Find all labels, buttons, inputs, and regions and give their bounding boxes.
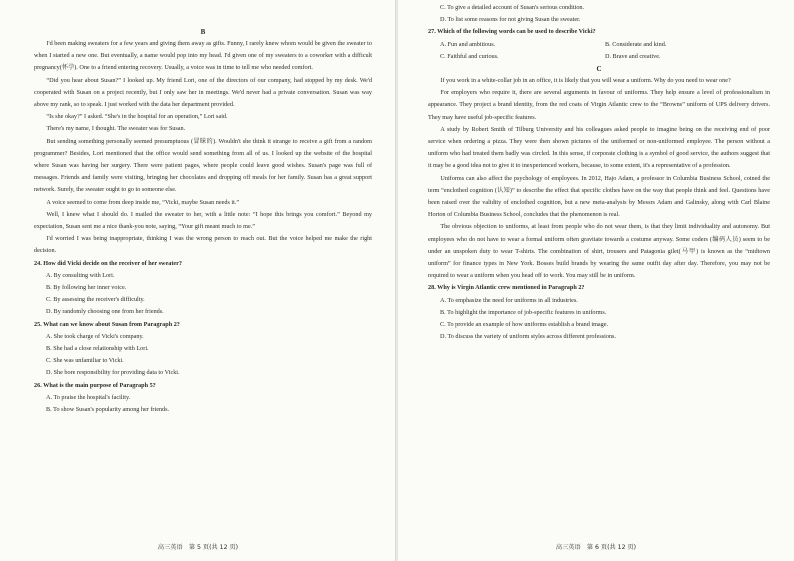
page-footer-left: 高三英语 第 5 页(共 12 页) xyxy=(157,544,239,551)
passage-b-paragraph: I'd worried I was being inappropriate, thinking I was the wrong person to reach out. But the voice helped me make the right decision. xyxy=(34,235,372,255)
question-28-option[interactable]: A. To emphasize the need for uniforms in all industries. xyxy=(440,296,578,304)
question-26-stem: 26. What is the main purpose of Paragraph 5? xyxy=(34,381,156,389)
right-column xyxy=(428,2,770,343)
question-28-stem: 28. Why is Virgin Atlantic crew mentioned in Paragraph 2? xyxy=(428,284,585,292)
passage-c-paragraph: The obvious objection to uniforms, at least from people who do not wear them, is that they limit individuality and autonomy. But employees who do not have to wear a formal uniform often gravitate towards a costume anyway. Some coders (编码人员) seem to be under an unspoken duty to wear T-shirts. The combination of shirt, trousers and Patagonia gilet(马甲) is known as the “midtown uniform” for finance types in New York. Bosses build brands by wearing the same outfit day after day. Therefore, you may not be required to wear a uniform when you head off to work. You may still be in uniform. xyxy=(428,223,770,280)
question-27-options-row xyxy=(428,39,770,51)
passage-b-paragraph: A voice seemed to come from deep inside me, “Vicki, maybe Susan needs it.” xyxy=(46,198,240,206)
question-26-option[interactable]: B. To show Susan's popularity among her friends. xyxy=(46,406,170,414)
passage-b-paragraph: “Is she okay?” I asked. “She's in the hospital for an operation,” Lori said. xyxy=(46,113,228,121)
question-28-option[interactable]: D. To discuss the variety of uniform styles across different professions. xyxy=(440,333,616,341)
passage-b-paragraph: I'd been making sweaters for a few years and giving them away as gifts. Funny, I rarely knew whom would be given the sweater to when I started a new one. But eventually, a name would pop into my head. I'd given one of my sweaters to a coworker with a difficult pregnancy(怀孕). One to a friend entering recovery. Usually, a voice was in time to tell me who needed comfort. xyxy=(34,40,372,72)
question-24-option[interactable]: C. By assessing the receiver's difficulty. xyxy=(46,296,145,304)
question-26-option[interactable]: D. To list some reasons for not giving Susan the sweater. xyxy=(440,16,581,24)
passage-b-paragraph: “Did you hear about Susan?” I looked up. My friend Lori, one of the directors of our company, had stopped by my desk. We'd cooperated with Susan on a project recently, but I only saw her in meetings. We'd never had a private conversation. Susan was way above my rank, so to speak. I just worked with the data her department provided. xyxy=(34,76,372,109)
passage-c-paragraph: Uniforms can also affect the psychology of employees. In 2012, Hajo Adam, a professor in Columbia Business School, coined the term “enclothed cognition (认知)” to describe the effect that specific clothes have on the way that people think and feel. Questions have been raised over the validity of enclothed cognition, but a new meta-analysis by Messrs Adam and Galinsky, along with Carl Blaine Horton of Columbia Business School, concludes that the phenomenon is real. xyxy=(428,174,770,219)
question-26-option[interactable]: C. To give a detailed account of Susan's serious condition. xyxy=(440,4,585,11)
section-letter-b: B xyxy=(200,28,206,36)
question-25-option[interactable]: A. She took charge of Vicki's company. xyxy=(46,332,144,340)
left-column xyxy=(34,26,372,416)
page-left xyxy=(0,0,396,561)
passage-b-paragraph: But sending something personally seemed presumptuous (冒昧的). Wouldn't she think it strange to receive a gift from a random programmer? Besides, Lori mentioned that the office would send something from all of us. I looked up the website of the hospital where Susan was having her surgery. There were patient pages, where people could leave good wishes. Susan's page was full of messages. Friends and family were visiting, bringing her chocolates and dropping off meals for her family. Susan has a great support network. Surely, the sweater ought to go to someone else. xyxy=(34,137,372,194)
page-right xyxy=(398,0,794,561)
question-24-option[interactable]: D. By randomly choosing one from her friends. xyxy=(46,308,164,316)
question-25-option[interactable]: D. She bore responsibility for providing data to Vicki. xyxy=(46,369,180,377)
section-letter-c: C xyxy=(596,65,602,74)
question-27-stem: 27. Which of the following words can be used to describe Vicki? xyxy=(428,28,596,36)
question-26-option[interactable]: A. To praise the hospital's facility. xyxy=(46,393,131,401)
passage-c-paragraph: For employers who require it, there are several arguments in favour of uniforms. They help ensure a level of professionalism in appearance. They project a brand identity, from the red coats of Virgin Atlantic crew to the “Browns” uniform of UPS delivery drivers. They may have useful job-specific features. xyxy=(428,89,770,121)
question-24-option[interactable]: B. By following her inner voice. xyxy=(46,284,127,292)
passage-c-paragraph: A study by Robert Smith of Tilburg University and his colleagues asked people to imagine being on the receiving end of poor service when ordering a pizza. They were then shown pictures of the uniformed or non-uniformed employee. The person without a uniform who had treated them badly was circled. In this sense, if corporate clothing is a symbol of good service, the authors suggest that it may be a good idea not to give it to inexperienced workers, because, to some extent, it's a representative of a profession. xyxy=(428,125,770,170)
question-27-option[interactable]: D. Brave and creative. xyxy=(605,52,661,60)
passage-b-paragraph: There's my name, I thought. The sweater was for Susan. xyxy=(46,125,186,133)
question-28-option[interactable]: C. To provide an example of how uniforms establish a brand image. xyxy=(440,321,609,329)
question-25-stem: 25. What can we know about Susan from Paragraph 2? xyxy=(34,320,180,328)
question-24-stem: 24. How did Vicki decide on the receiver of her sweater? xyxy=(34,259,182,267)
question-27-option[interactable]: B. Considerate and kind. xyxy=(605,40,667,48)
question-24-option[interactable]: A. By consulting with Lori. xyxy=(46,271,115,279)
page-footer-right: 高三英语 第 6 页(共 12 页) xyxy=(555,544,637,551)
question-25-option[interactable]: C. She was unfamiliar to Vicki. xyxy=(46,357,124,365)
passage-b-paragraph: Well, I knew what I should do. I mailed the sweater to her, with a little note: “I hope this brings you comfort.” Beyond my expectation, Susan sent me a nice thank-you note, saying, “Your gift meant much to me.” xyxy=(34,210,372,231)
passage-c-paragraph: If you work in a white-collar job in an office, it is likely that you will wear a uniform. Why do you need to wear one? xyxy=(440,77,731,85)
question-27-option[interactable]: A. Fun and ambitious. xyxy=(440,40,496,48)
question-28-option[interactable]: B. To highlight the importance of job-specific features in uniforms. xyxy=(440,308,607,316)
question-27-option[interactable]: C. Faithful and curious. xyxy=(440,52,499,60)
question-27-options-row xyxy=(428,51,770,63)
question-25-option[interactable]: B. She had a close relationship with Lori. xyxy=(46,345,149,353)
